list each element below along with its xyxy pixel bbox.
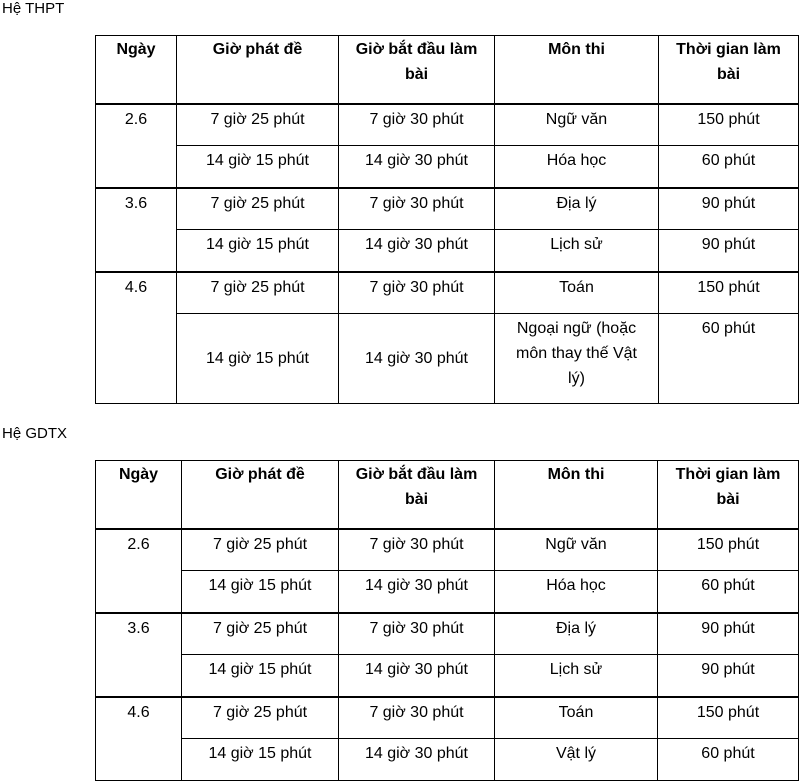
- table-row: [96, 613, 799, 655]
- start-time-cell: 7 giờ 30 phút: [339, 104, 495, 146]
- issue-time-cell: 7 giờ 25 phút: [177, 272, 339, 314]
- table-row: [96, 314, 799, 404]
- issue-time-cell: 14 giờ 15 phút: [182, 571, 339, 613]
- header-start-time: Giờ bắt đầu làm bài: [339, 36, 495, 104]
- header-duration: Thời gian làm bài: [659, 36, 799, 104]
- table-row: [96, 571, 799, 613]
- duration-cell: 150 phút: [658, 697, 799, 739]
- duration-cell: 60 phút: [658, 739, 799, 781]
- table-row: [96, 697, 799, 739]
- issue-time-cell: 7 giờ 25 phút: [177, 188, 339, 230]
- duration-cell: 150 phút: [659, 272, 799, 314]
- start-time-cell: 7 giờ 30 phút: [339, 613, 495, 655]
- subject-cell: Toán: [495, 697, 658, 739]
- duration-cell: 60 phút: [659, 314, 799, 404]
- day-cell: 3.6: [96, 613, 182, 697]
- day-cell: 4.6: [96, 272, 177, 404]
- duration-cell: 90 phút: [658, 613, 799, 655]
- subject-cell: Lịch sử: [495, 655, 658, 697]
- subject-cell: Địa lý: [495, 613, 658, 655]
- subject-cell: Hóa học: [495, 146, 659, 188]
- start-time-cell: 14 giờ 30 phút: [339, 655, 495, 697]
- issue-time-cell: 7 giờ 25 phút: [182, 529, 339, 571]
- start-time-cell: 14 giờ 30 phút: [339, 739, 495, 781]
- table-row: [96, 188, 799, 230]
- table-row: [96, 655, 799, 697]
- header-issue-time: Giờ phát đề: [182, 461, 339, 529]
- header-day: Ngày: [96, 461, 182, 529]
- duration-cell: 90 phút: [659, 188, 799, 230]
- duration-cell: 60 phút: [659, 146, 799, 188]
- subject-cell: Ngữ văn: [495, 529, 658, 571]
- header-subject: Môn thi: [495, 36, 659, 104]
- start-time-cell: 7 giờ 30 phút: [339, 272, 495, 314]
- issue-time-cell: 14 giờ 15 phút: [182, 739, 339, 781]
- table-row: [96, 230, 799, 272]
- start-time-cell: 14 giờ 30 phút: [339, 314, 495, 404]
- table-header-row: [96, 36, 799, 104]
- header-duration: Thời gian làm bài: [658, 461, 799, 529]
- table-row: [96, 529, 799, 571]
- schedule-table-gdtx: [95, 460, 799, 781]
- header-day: Ngày: [96, 36, 177, 104]
- table-row: [96, 739, 799, 781]
- table-row: [96, 272, 799, 314]
- section-title-gdtx: Hệ GDTX: [2, 425, 68, 442]
- table-row: [96, 104, 799, 146]
- schedule-table-thpt: [95, 35, 799, 404]
- start-time-cell: 14 giờ 30 phút: [339, 230, 495, 272]
- day-cell: 3.6: [96, 188, 177, 272]
- table-row: [96, 146, 799, 188]
- start-time-cell: 14 giờ 30 phút: [339, 571, 495, 613]
- issue-time-cell: 7 giờ 25 phút: [182, 697, 339, 739]
- section-title-thpt: Hệ THPT: [2, 0, 65, 17]
- issue-time-cell: 7 giờ 25 phút: [177, 104, 339, 146]
- subject-cell: Ngữ văn: [495, 104, 659, 146]
- issue-time-cell: 14 giờ 15 phút: [177, 314, 339, 404]
- subject-cell: Hóa học: [495, 571, 658, 613]
- duration-cell: 150 phút: [658, 529, 799, 571]
- duration-cell: 90 phút: [659, 230, 799, 272]
- subject-cell: Lịch sử: [495, 230, 659, 272]
- duration-cell: 150 phút: [659, 104, 799, 146]
- subject-cell: Địa lý: [495, 188, 659, 230]
- header-subject: Môn thi: [495, 461, 658, 529]
- issue-time-cell: 14 giờ 15 phút: [182, 655, 339, 697]
- start-time-cell: 7 giờ 30 phút: [339, 188, 495, 230]
- start-time-cell: 7 giờ 30 phút: [339, 529, 495, 571]
- duration-cell: 90 phút: [658, 655, 799, 697]
- subject-cell: Toán: [495, 272, 659, 314]
- subject-cell: Ngoại ngữ (hoặc môn thay thế Vật lý): [495, 314, 659, 404]
- day-cell: 2.6: [96, 529, 182, 613]
- start-time-cell: 14 giờ 30 phút: [339, 146, 495, 188]
- issue-time-cell: 7 giờ 25 phút: [182, 613, 339, 655]
- subject-cell: Vật lý: [495, 739, 658, 781]
- header-start-time: Giờ bắt đầu làm bài: [339, 461, 495, 529]
- issue-time-cell: 14 giờ 15 phút: [177, 146, 339, 188]
- table-header-row: [96, 461, 799, 529]
- issue-time-cell: 14 giờ 15 phút: [177, 230, 339, 272]
- duration-cell: 60 phút: [658, 571, 799, 613]
- day-cell: 2.6: [96, 104, 177, 188]
- day-cell: 4.6: [96, 697, 182, 781]
- start-time-cell: 7 giờ 30 phút: [339, 697, 495, 739]
- header-issue-time: Giờ phát đề: [177, 36, 339, 104]
